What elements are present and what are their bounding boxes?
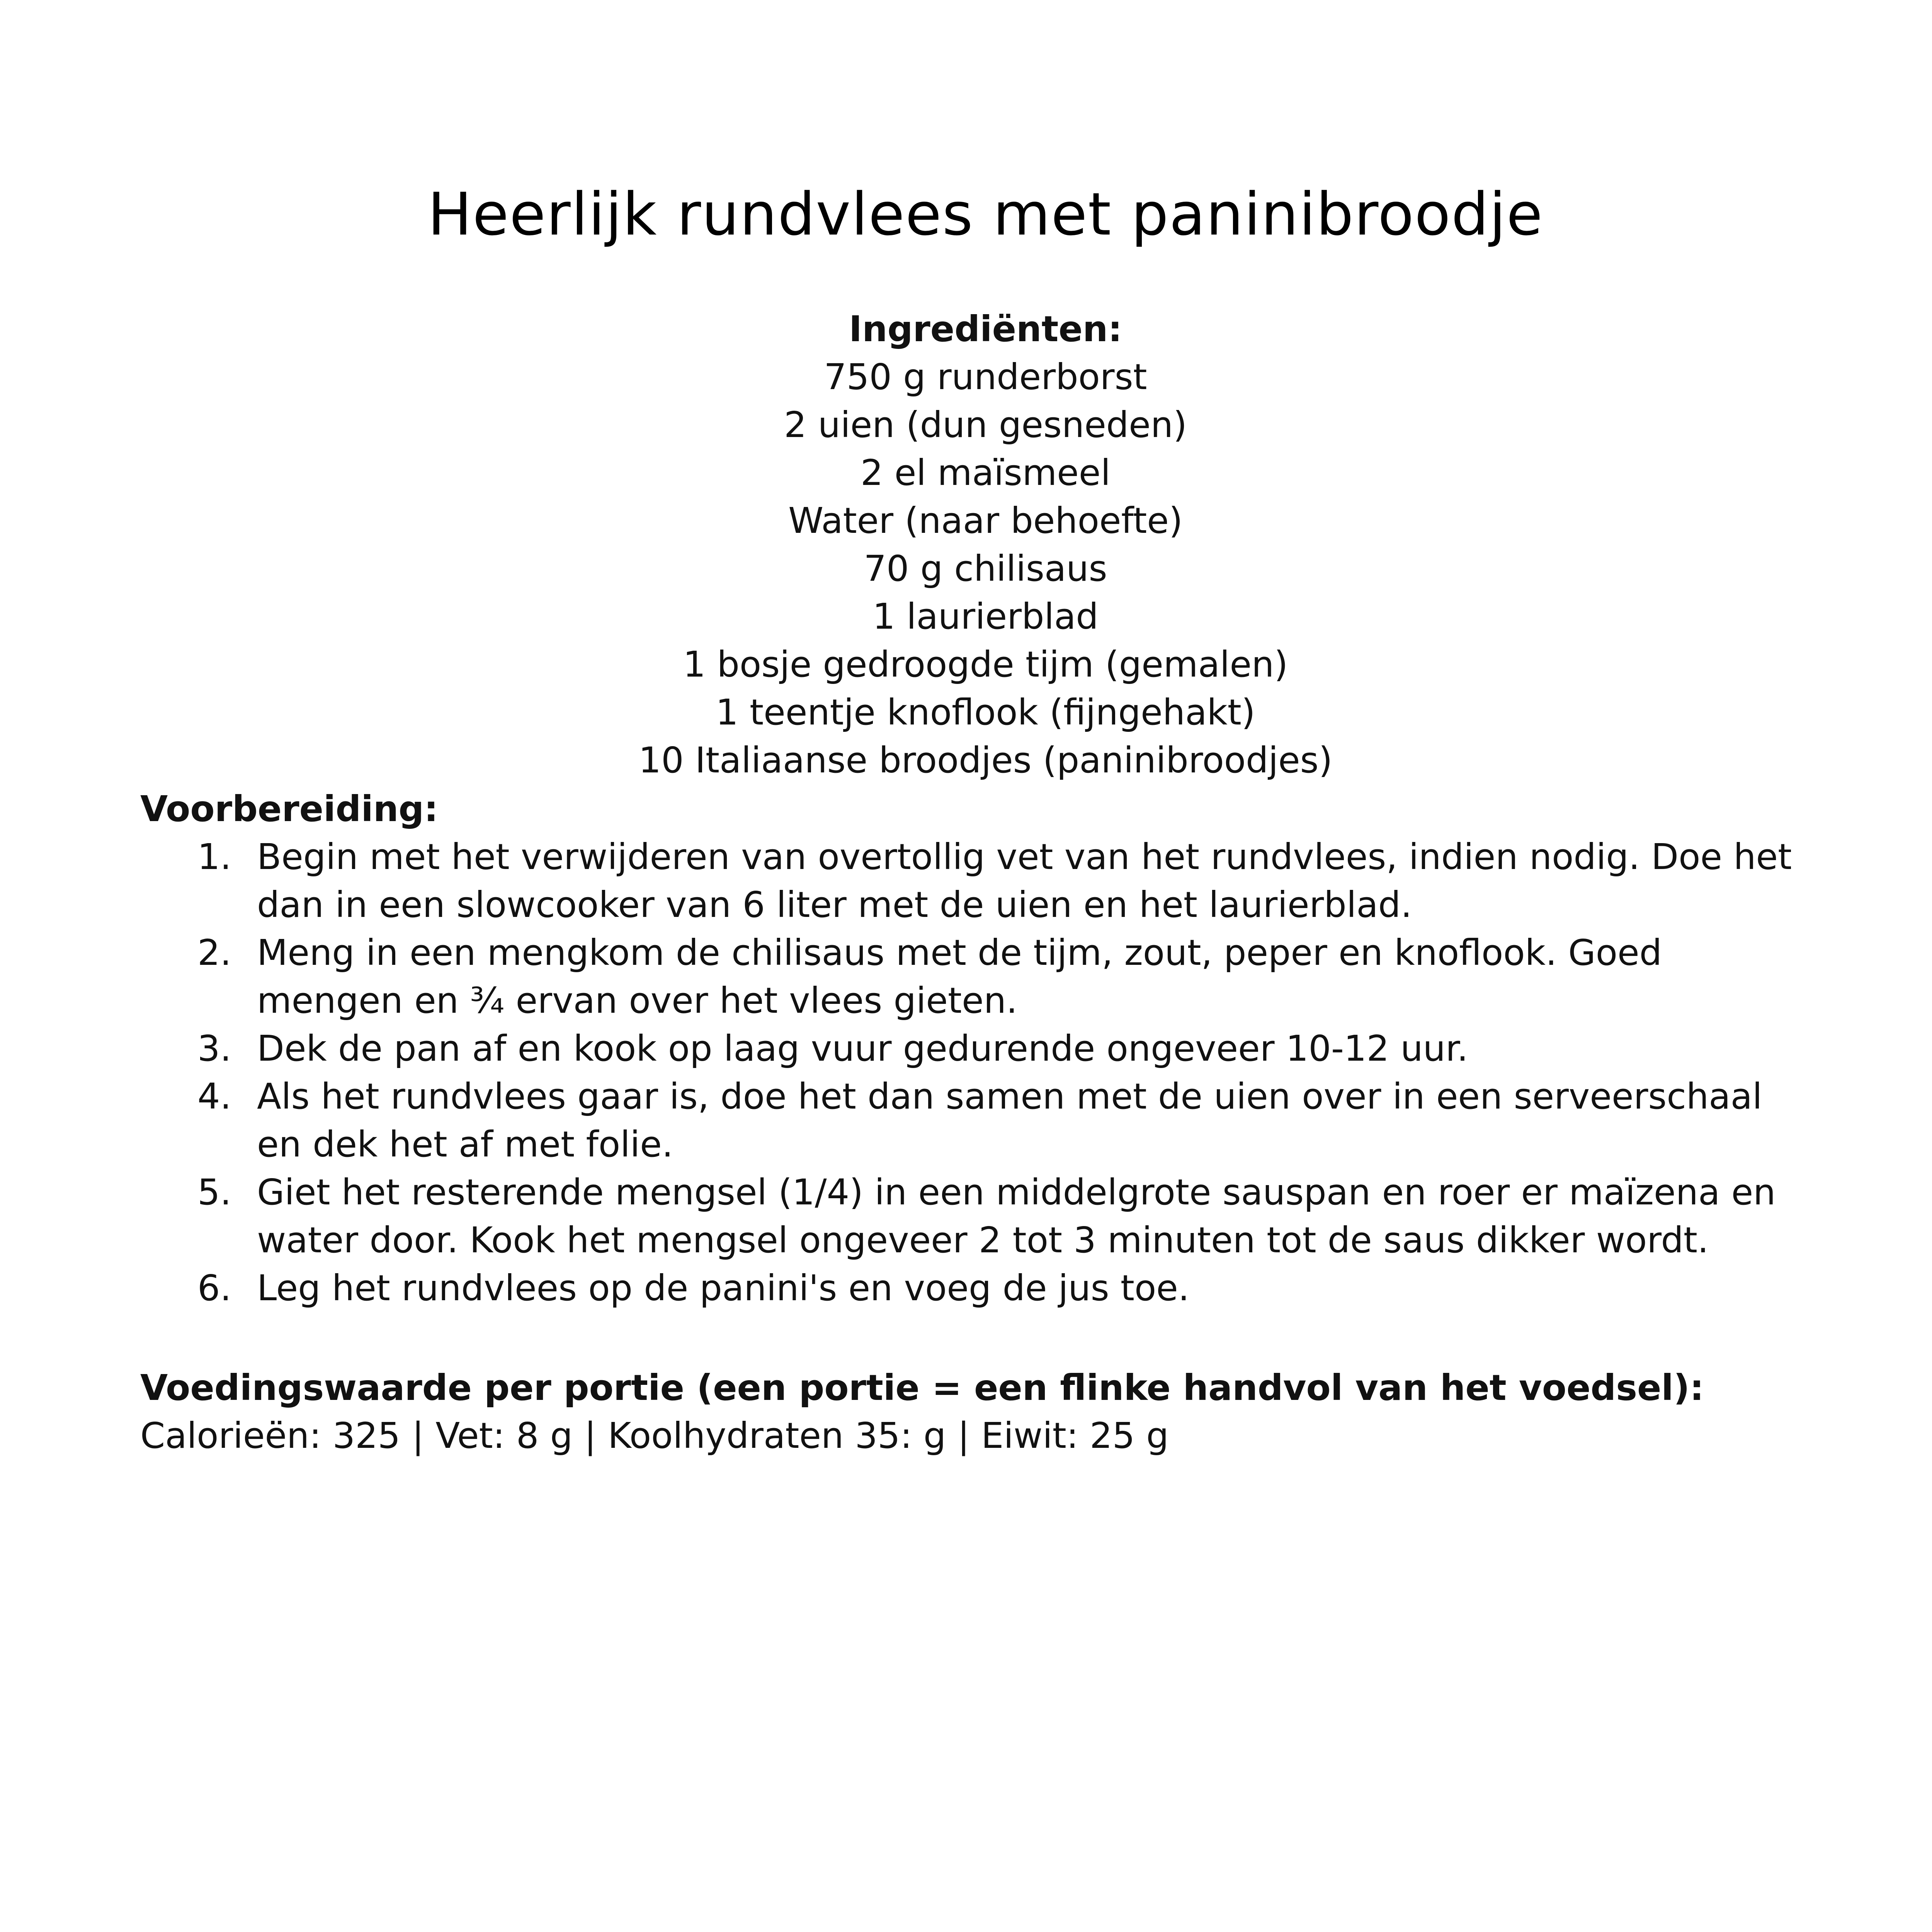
step-text: Begin met het verwijderen van overtollig vet van het rundvlees, indien nodig. Doe het dan in een slowcooker van 6 liter met de uien en het laurierblad. [257, 836, 1792, 925]
preparation-step [140, 1264, 1802, 1312]
preparation-step [140, 1073, 1802, 1168]
calories-value: Calorieën: 325 [140, 1415, 401, 1456]
carbs-value: Koolhydraten 35: g [608, 1415, 946, 1456]
step-number: 4. [197, 1076, 231, 1117]
ingredient-item: 1 teentje knoflook (fijngehakt) [716, 692, 1255, 733]
separator: | [957, 1415, 970, 1456]
step-number: 2. [197, 932, 231, 973]
step-number: 3. [197, 1028, 231, 1069]
separator: | [584, 1415, 597, 1456]
step-number: 6. [197, 1267, 231, 1309]
ingredient-list [0, 353, 1932, 784]
preparation-steps [140, 833, 1840, 1312]
ingredient-item: 750 g runderborst [824, 356, 1147, 398]
step-number: 1. [197, 836, 231, 878]
step-text: Als het rundvlees gaar is, doe het dan samen met de uien over in een serveerschaal en dek het af met folie. [257, 1076, 1762, 1165]
preparation-section [140, 785, 1840, 1312]
ingredient-item: Water (naar behoefte) [788, 500, 1183, 541]
fat-value: Vet: 8 g [435, 1415, 573, 1456]
step-text: Leg het rundvlees op de panini's en voeg de jus toe. [257, 1267, 1190, 1309]
ingredient-item: 2 el maïsmeel [860, 452, 1111, 493]
ingredients-heading: Ingrediënten: [849, 308, 1122, 350]
preparation-step [140, 929, 1802, 1025]
step-text: Dek de pan af en kook op laag vuur gedurende ongeveer 10-12 uur. [257, 1028, 1468, 1069]
ingredient-item: 1 bosje gedroogde tijm (gemalen) [683, 644, 1288, 685]
ingredient-item: 70 g chilisaus [864, 548, 1107, 589]
separator: | [412, 1415, 424, 1456]
preparation-step [140, 1168, 1802, 1264]
recipe-title: Heerlijk rundvlees met paninibroodje [427, 180, 1544, 248]
preparation-step [140, 1025, 1802, 1073]
nutrition-section [140, 1364, 1879, 1460]
step-text: Giet het resterende mengsel (1/4) in een middelgrote sauspan en roer er maïzena en water door. Kook het mengsel ongeveer 2 tot 3 minuten tot de saus dikker wordt. [257, 1172, 1776, 1261]
preparation-heading: Voorbereiding: [140, 788, 439, 830]
preparation-step [140, 833, 1802, 929]
nutrition-heading: Voedingswaarde per portie (een portie = een flinke handvol van het voedsel): [140, 1367, 1704, 1408]
ingredient-item: 10 Italiaanse broodjes (paninibroodjes) [638, 740, 1333, 781]
ingredient-item: 2 uien (dun gesneden) [784, 404, 1187, 446]
step-number: 5. [197, 1172, 231, 1213]
ingredients-section [0, 305, 1932, 784]
protein-value: Eiwit: 25 g [981, 1415, 1169, 1456]
step-text: Meng in een mengkom de chilisaus met de tijm, zout, peper en knoflook. Goed mengen en ¾ ervan over het vlees gieten. [257, 932, 1662, 1021]
ingredient-item: 1 laurierblad [872, 596, 1099, 637]
nutrition-values [140, 1412, 1879, 1460]
